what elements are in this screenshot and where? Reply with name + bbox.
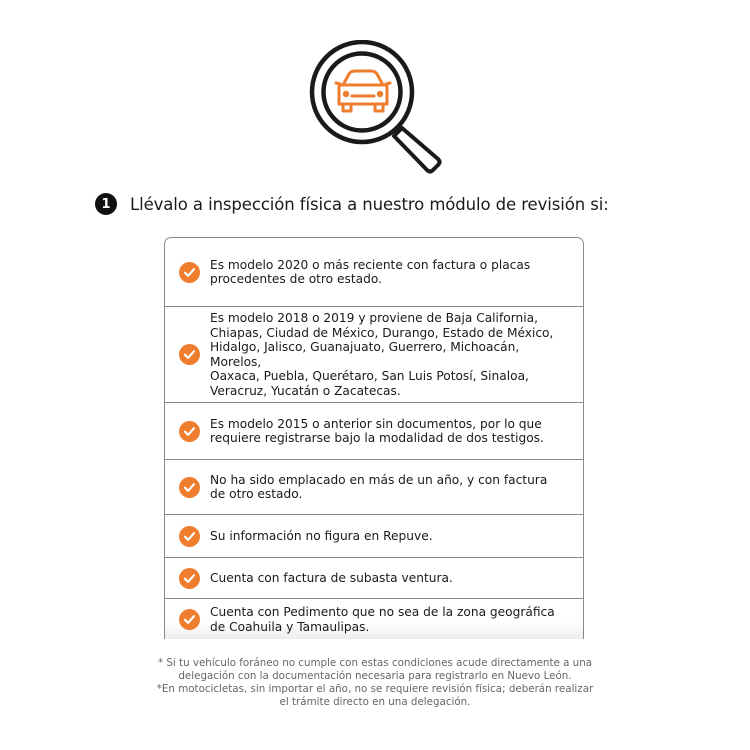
step-number-badge: 1: [95, 193, 117, 215]
requirement-item: [165, 599, 583, 639]
check-circle-icon: [179, 609, 200, 630]
requirement-item: [165, 460, 583, 515]
magnifier-car-icon: [303, 40, 445, 174]
check-circle-icon: [179, 568, 200, 589]
requirement-text: Su información no figura en Repuve.: [210, 528, 433, 543]
requirement-text: Es modelo 2020 o más reciente con factura o placas procedentes de otro estado.: [210, 257, 531, 286]
footnote-foreign-vehicle: * Si tu vehículo foráneo no cumple con estas condiciones acude directamente a una delegación con la documentación necesaria para registrarlo en Nuevo León.: [157, 657, 593, 682]
requirement-text: Cuenta con factura de subasta ventura.: [210, 570, 453, 585]
requirement-item: [165, 307, 583, 403]
section-heading: [95, 193, 609, 215]
requirement-item: [165, 403, 583, 460]
requirements-card: [164, 237, 584, 639]
requirement-text: Es modelo 2015 o anterior sin documentos, por lo que requiere registrarse bajo la modalidad de dos testigos.: [210, 416, 544, 445]
check-circle-icon: [179, 526, 200, 547]
footnote-motorcycles: *En motocicletas, sin importar el año, no se requiere revisión física; deberán realizar el trámite directo en una delegación.: [156, 683, 594, 708]
requirement-text: Cuenta con Pedimento que no sea de la zona geográfica de Coahuila y Tamaulipas.: [210, 605, 555, 634]
requirement-text: No ha sido emplacado en más de un año, y con factura de otro estado.: [210, 472, 548, 501]
check-circle-icon: [179, 262, 200, 283]
requirement-item: [165, 238, 583, 307]
check-circle-icon: [179, 421, 200, 442]
heading-title: Llévalo a inspección física a nuestro módulo de revisión si:: [130, 194, 609, 214]
check-circle-icon: [179, 477, 200, 498]
requirement-item: [165, 558, 583, 599]
requirement-item: [165, 515, 583, 558]
check-circle-icon: [179, 344, 200, 365]
requirement-text: Es modelo 2018 o 2019 y proviene de Baja California, Chiapas, Ciudad de México, Durango, Estado de México, Hidalgo, Jalisco, Guanajuato, Guerrero, Michoacán, Morelos, Oaxaca, Puebla, Querétaro, San Luis Potosí, Sinaloa, Veracruz, Yucatán o Zacatecas.: [210, 311, 554, 398]
